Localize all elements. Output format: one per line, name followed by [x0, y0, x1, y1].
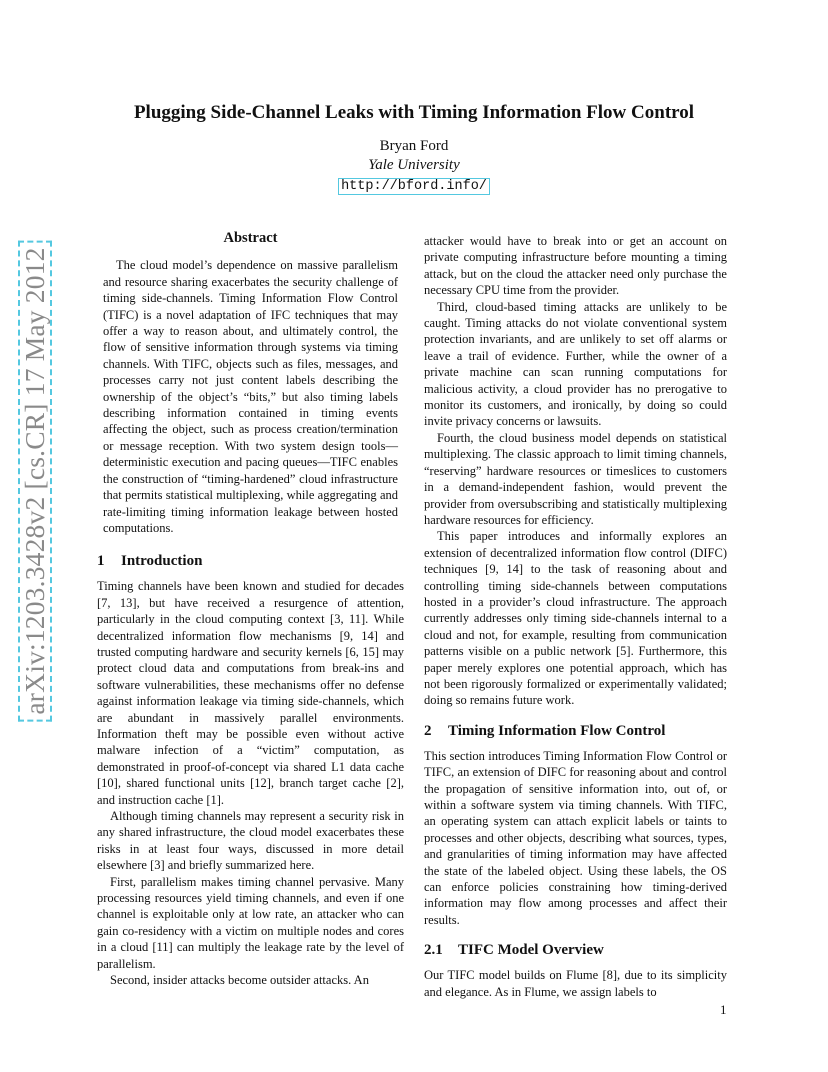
section-1-heading — [97, 551, 404, 571]
section-2-heading — [424, 721, 727, 741]
section-2-number: 2 — [424, 722, 432, 739]
author-url-link[interactable]: http://bford.info/ — [338, 178, 490, 195]
section-1-title: Introduction — [121, 553, 203, 570]
author-url — [0, 177, 828, 194]
abstract-text: The cloud model’s dependence on massive parallelism and resource sharing exacerbates the security challenge of timing side-channels. Timing Information Flow Control (TIFC) is a novel adaptation of IFC techniques that may offer a way to reason about, and ultimately control, the flow of sensitive information through systems via timing channels. With TIFC, objects such as files, messages, and processes carry not just content labels describing the ownership of the object’s “bits,” but also timing labels describing information contained in timing events affecting the object, such as process creation/termination or message reception. With two system design tools—deterministic execution and pacing queues—TIFC enables the construction of “timing-hardened” cloud infrastructure that permits statistical multiplexing, while aggregating and rate-limiting timing information leakage between hosted computations. — [103, 258, 398, 535]
section-2-1-paragraph-1: Our TIFC model builds on Flume [8], due to its simplicity and elegance. As in Flume, we assign labels to — [424, 968, 727, 999]
right-paragraph-continued: attacker would have to break into or get an account on private computing infrastructure before mounting a timing attack, but on the cloud the attacker need only purchase the necessary CPU time from the provider. — [424, 234, 727, 298]
section-2-title: Timing Information Flow Control — [448, 722, 666, 739]
abstract-body — [97, 257, 404, 536]
section-1-paragraph-4: Second, insider attacks become outsider attacks. An — [110, 973, 369, 988]
abstract-heading: Abstract — [223, 230, 278, 246]
right-column — [424, 233, 727, 1000]
author-name: Bryan Ford — [379, 138, 449, 154]
section-1-number: 1 — [97, 553, 105, 570]
section-2-1-title: TIFC Model Overview — [458, 942, 604, 959]
right-paragraph-fourth: Fourth, the cloud business model depends on statistical multiplexing. The classic approach to limit timing channels, “reserving” hardware resources or timeslices to customers in a demand-independent fashion, would prevent the provider from oversubscribing and statistically multiplexing hardware resources for efficiency. — [424, 430, 727, 527]
section-2-paragraph-1: This section introduces Timing Information Flow Control or TIFC, an extension of DIFC for reasoning about and control the propagation of sensitive information into, out of, or within a software system via timing channels. With TIFC, an operating system can attach explicit labels or taints to processes and other objects, describing what sources, types, and granularities of timing information may have affected the state of the labeled object. Using these labels, the OS can enforce policies constraining how timing-derived information may flow among processes and affect their results. — [424, 748, 727, 927]
section-1-paragraph-2: Although timing channels may represent a security risk in any shared infrastructure, the cloud model exacerbates these risks in at least four ways, discussed in more detail elsewhere [3] and briefly summarized here. — [97, 809, 404, 873]
right-paragraph-this-paper: This paper introduces and informally explores an extension of decentralized information flow control (DIFC) techniques [9, 14] to the task of reasoning about and controlling timing side-channels between computations hosted in a provider’s cloud infrastructure. The approach currently addresses only timing side-channels internal to a cloud and not, for example, resulting from communication patterns visible on a public network [5]. Furthermore, this paper merely explores one potential approach, which has not been rigorously formalized or experimentally validated; doing so remains future work. — [424, 529, 727, 708]
section-2-1-heading — [424, 940, 727, 960]
section-2-1-number: 2.1 — [424, 942, 443, 959]
page-number: 1 — [720, 1002, 727, 1017]
paper-title: Plugging Side-Channel Leaks with Timing Information Flow Control — [133, 102, 695, 123]
author-affiliation: Yale University — [368, 157, 460, 173]
right-paragraph-third: Third, cloud-based timing attacks are unlikely to be caught. Timing attacks do not violate conventional system protection invariants, and are unlikely to set off alarms or leave a trail of evidence. Further, while the owner of a private machine can scan running computations for malicious activity, a cloud provider has no prerogative to monitor its customers, and ironically, by doing so could invite privacy concerns or lawsuits. — [424, 299, 727, 429]
section-1-paragraph-1: Timing channels have been known and studied for decades [7, 13], but have received a resurgence of attention, particularly in the cloud computing context [3, 11]. While decentralized information flow mechanisms [9, 14] and trusted computing hardware and security kernels [6, 15] may protect cloud data and computations from break-ins and software vulnerabilities, these mechanisms offer no defense against information leakage via timing side-channels, which are abundant in massively parallel environments. Information theft may be possible even without active malware infection of a “victim” computation, as demonstrated in proof-of-concept via shared L1 data cache [10], shared functional units [12], branch target cache [2], and instruction cache [1]. — [97, 579, 404, 807]
arxiv-identifier: arXiv:1203.3428v2 [cs.CR] 17 May 2012 — [18, 255, 52, 707]
section-1-paragraph-3: First, parallelism makes timing channel pervasive. Many processing resources yield timing channels, and even if one channel is exploitable only at low rate, an attacker who can gain co-residency with a victim on multiple nodes and cores in a cloud [11] can multiply the leakage rate by the level of parallelism. — [97, 874, 404, 971]
left-column — [97, 230, 404, 988]
